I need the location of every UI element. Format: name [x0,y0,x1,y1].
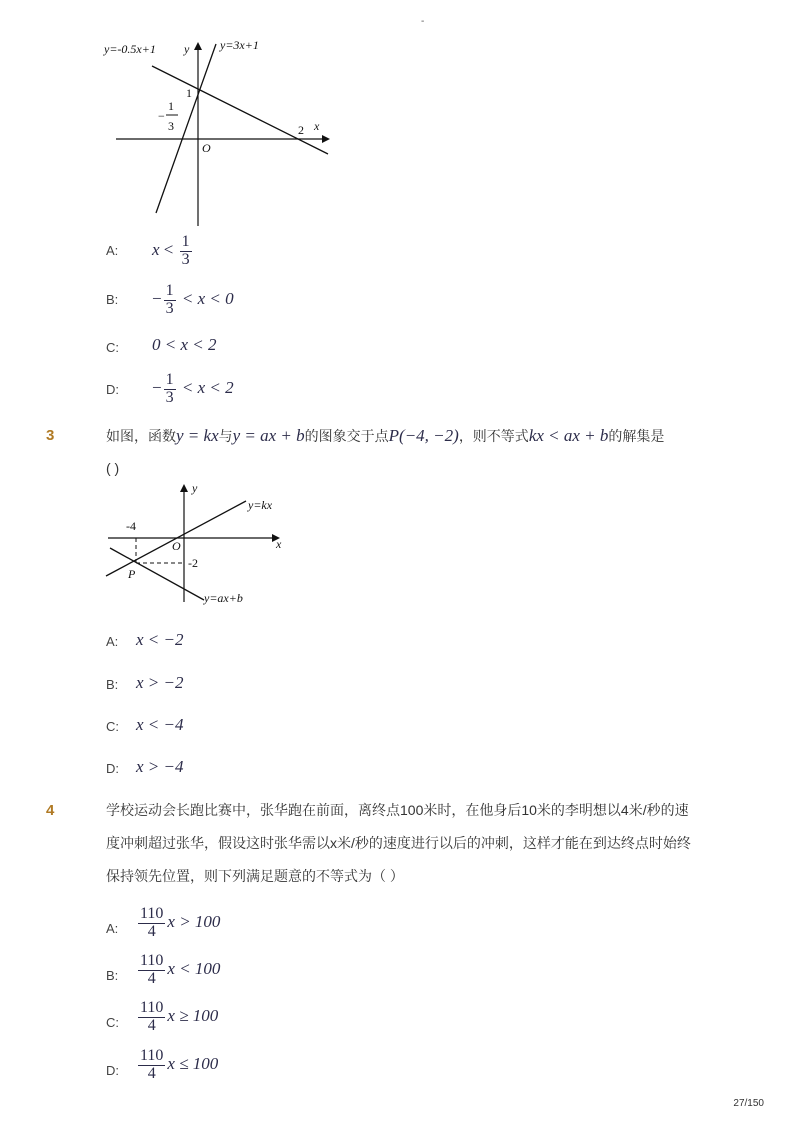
q4-option-a-key: A: [106,921,119,936]
graph-2 [100,478,300,608]
page-number: 27/150 [733,1098,764,1109]
origin-label: O [202,141,211,155]
y-axis-label: y [192,481,198,495]
q4-d-frac [138,1048,165,1083]
q2-option-a-key: A: [106,243,119,258]
q3-paren: ( ) [106,460,120,476]
q3-option-d-math [136,757,184,777]
q2-a-frac [180,234,192,269]
line-neg-half [152,66,328,154]
q2-option-d-key: D: [106,382,119,397]
q2-option-b-math [152,283,234,318]
q2-option-c-key: C: [106,340,119,355]
q3-option-b-key: B: [106,677,119,692]
q3-option-c-math [136,715,184,735]
q2-d-frac-num: 1 [165,371,174,388]
q3-math-1: y = kx [176,426,219,445]
q3-text-4: ，则不等式 [458,428,529,444]
q2-a-x: x [152,240,160,260]
q3-option-a-math [136,630,184,650]
question-4-number: 4 [46,802,55,819]
q2-option-b-key: B: [106,292,119,307]
label-neg2: -2 [188,556,198,570]
x-axis-label: x [276,537,282,551]
q2-b-minus: − [152,289,162,309]
line-kx-label: y=kx [248,498,273,512]
q2-a-lt: < [163,240,174,260]
x-intercept-label: 2 [298,123,304,137]
q2-a-frac-num: 1 [181,233,190,250]
q2-c-text: 0 < x < 2 [152,335,217,354]
y-axis-arrow [180,484,188,492]
q2-d-minus: − [152,378,162,398]
q4-option-c-key: C: [106,1015,119,1030]
neg-third-num: 1 [168,99,174,113]
x-axis-arrow [322,135,330,143]
q4-option-a-math [136,906,220,941]
line1-label: y=-0.5x+1 [104,42,156,56]
q4-b-tail: x < 100 [167,959,221,979]
q4-a-frac [138,906,165,941]
q2-b-frac [164,283,176,318]
q4-option-d-key: D: [106,1063,119,1078]
q2-option-d-math [152,372,234,407]
q3-option-d-text: x > −4 [136,757,184,776]
q4-a-den: 4 [147,922,156,940]
q2-b-frac-den: 3 [165,299,174,317]
q4-line-3: 保持领先位置，则下列满足题意的不等式为（ ） [106,868,404,884]
question-3-number: 3 [46,427,55,444]
q4-option-d-math [136,1048,218,1083]
q2-a-frac-den: 3 [181,250,190,268]
q4-c-den: 4 [147,1016,156,1034]
q4-a-tail: x > 100 [167,912,221,932]
q4-d-num: 110 [140,1047,164,1064]
q3-text-3: 的图象交于点 [304,428,389,444]
q4-b-num: 110 [140,952,164,969]
origin-label: O [172,539,181,553]
q4-option-b-key: B: [106,968,119,983]
y-axis-arrow [194,42,202,50]
line-ab-label: y=ax+b [204,591,243,605]
q4-option-b-math [136,953,220,988]
label-neg4: -4 [126,519,136,533]
q2-b-frac-num: 1 [165,282,174,299]
q4-line-2: 度冲刺超过张华，假设这时张华需以x米/秒的速度进行以后的冲刺，这样才能在到达终点时始终 [106,835,691,851]
y-intercept-label: 1 [186,86,192,100]
q3-option-c-text: x < −4 [136,715,184,734]
line-three [156,44,216,213]
graph-1 [100,30,340,220]
q3-text-2: 与 [218,428,233,444]
q3-text-5: 的解集是 [608,428,665,444]
q3-option-b-math [136,673,184,693]
q3-option-b-text: x > −2 [136,673,184,692]
q4-b-den: 4 [147,969,156,987]
q4-d-tail: x ≤ 100 [167,1054,219,1074]
q3-math-3: P(−4, −2) [388,426,459,445]
top-mark: - [421,16,425,27]
q3-math-2: y = ax + b [232,426,305,445]
q3-text-1: 如图，函数 [106,428,176,444]
question-3-text [106,420,746,452]
q3-option-c-key: C: [106,719,119,734]
q3-option-a-key: A: [106,634,119,649]
q2-option-a-math [152,234,194,269]
q2-b-rest: < x < 0 [177,289,234,309]
q4-option-c-math [136,1000,218,1035]
q4-d-den: 4 [147,1064,156,1082]
x-axis-label: x [314,119,320,133]
q3-option-d-key: D: [106,761,119,776]
q2-option-c-math [152,335,217,355]
line2-label: y=3x+1 [220,38,259,52]
q2-d-rest: < x < 2 [177,378,234,398]
q3-math-4: kx < ax + b [528,426,609,445]
q4-c-frac [138,1000,165,1035]
q4-line-1: 学校运动会长跑比赛中，张华跑在前面，离终点100米时，在他身后10米的李明想以4米/秒的速 [106,802,689,818]
q2-d-frac-den: 3 [165,388,174,406]
q4-c-num: 110 [140,999,164,1016]
neg-third-sign: − [158,109,165,123]
q4-b-frac [138,953,165,988]
q4-c-tail: x ≥ 100 [167,1006,219,1026]
q2-d-frac [164,372,176,407]
q4-a-num: 110 [140,905,164,922]
neg-third-den: 3 [168,119,174,133]
point-p-label: P [128,567,136,581]
y-axis-label: y [184,42,190,56]
q3-option-a-text: x < −2 [136,630,184,649]
